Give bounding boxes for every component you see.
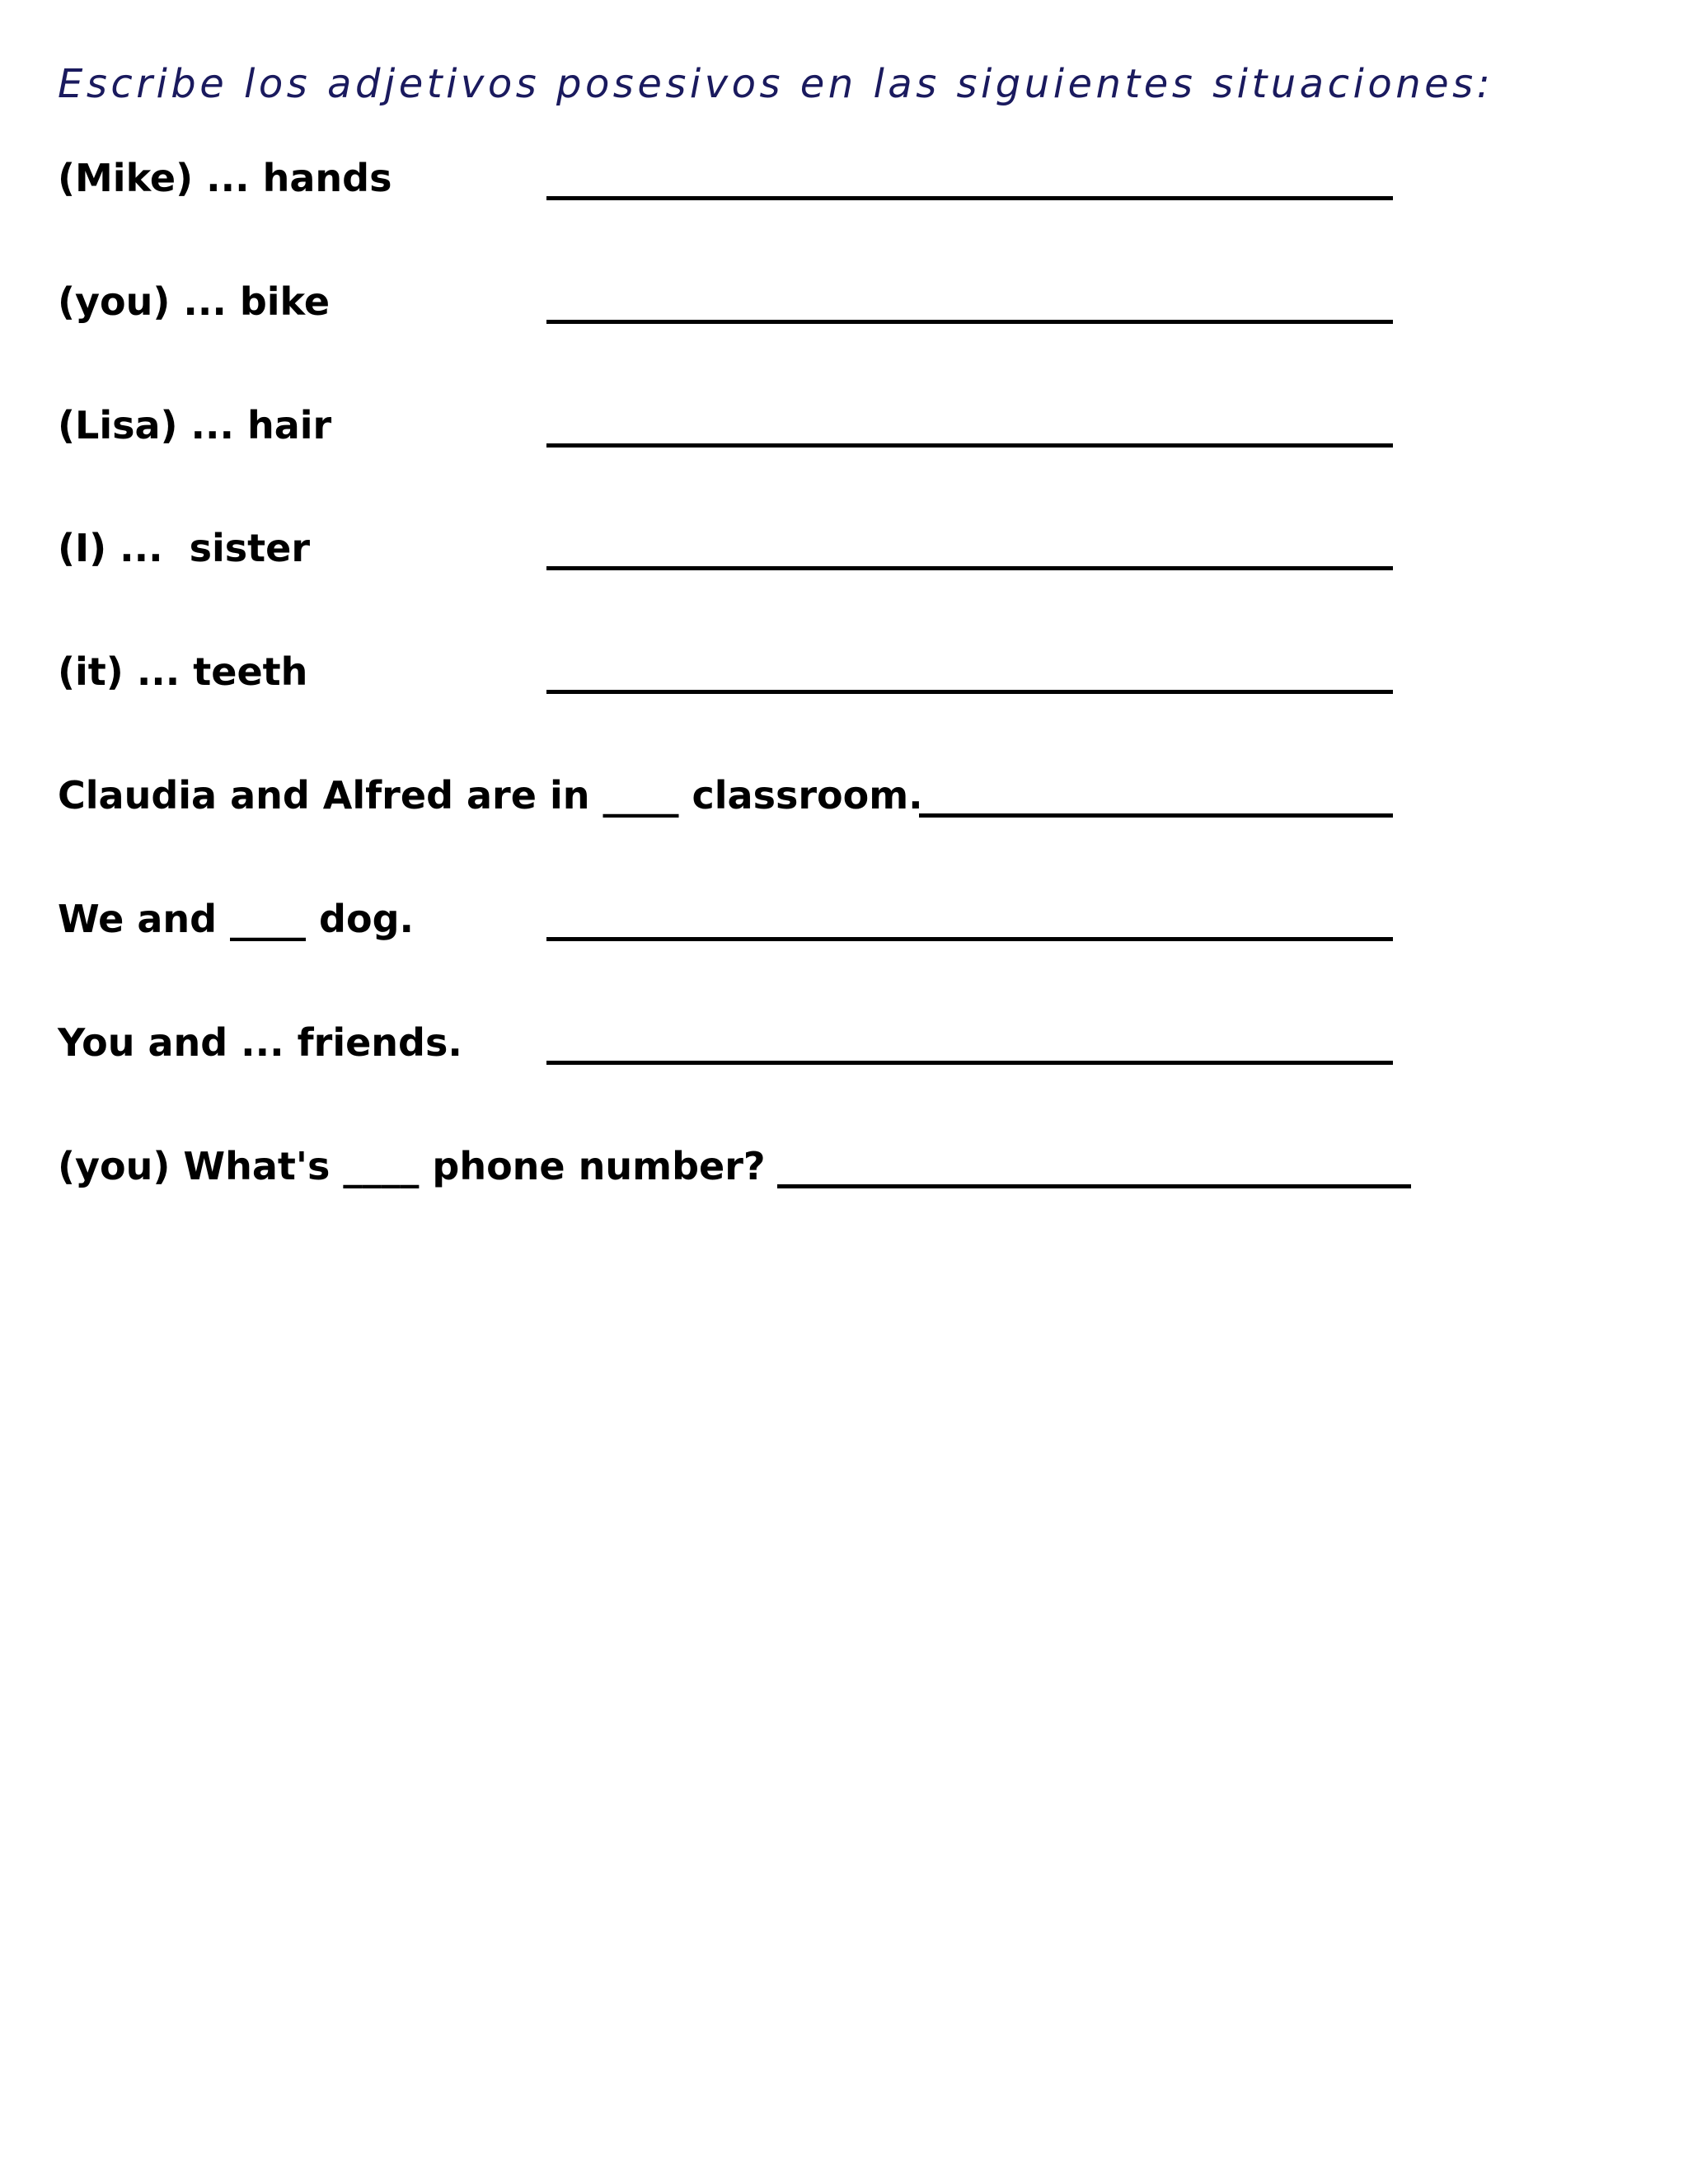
exercise-item-4 — [0, 518, 1688, 584]
exercise-item-8 — [0, 1013, 1688, 1079]
exercise-prompt: (Lisa) ... hair — [58, 403, 332, 448]
exercise-item-9 — [0, 1137, 1688, 1202]
answer-line[interactable] — [546, 937, 1393, 941]
answer-line[interactable] — [546, 196, 1393, 200]
answer-line[interactable] — [777, 1184, 1411, 1188]
exercise-prompt: (it) ... teeth — [58, 649, 308, 694]
answer-line[interactable] — [546, 690, 1393, 694]
exercise-prompt: You and ... friends. — [58, 1020, 462, 1065]
exercise-prompt: (you) ... bike — [58, 279, 331, 324]
answer-line[interactable] — [546, 566, 1393, 570]
exercise-item-5 — [0, 642, 1688, 708]
exercise-item-6 — [0, 766, 1688, 832]
exercise-item-2 — [0, 272, 1688, 338]
answer-line[interactable] — [919, 813, 1393, 818]
exercise-item-7 — [0, 889, 1688, 955]
answer-line[interactable] — [546, 1061, 1393, 1065]
exercise-item-3 — [0, 396, 1688, 462]
exercise-prompt: (Mike) ... hands — [58, 156, 392, 200]
exercise-item-1 — [0, 148, 1688, 214]
exercise-prompt: We and ____ dog. — [58, 897, 414, 941]
answer-line[interactable] — [546, 443, 1393, 448]
exercise-prompt: (I) ... sister — [58, 526, 311, 570]
exercise-prompt: Claudia and Alfred are in ____ classroom. — [58, 773, 923, 818]
answer-line[interactable] — [546, 320, 1393, 324]
exercise-prompt: (you) What's ____ phone number? — [58, 1144, 766, 1188]
instruction-heading: Escribe los adjetivos posesivos en las siguientes situaciones: — [58, 61, 1494, 107]
